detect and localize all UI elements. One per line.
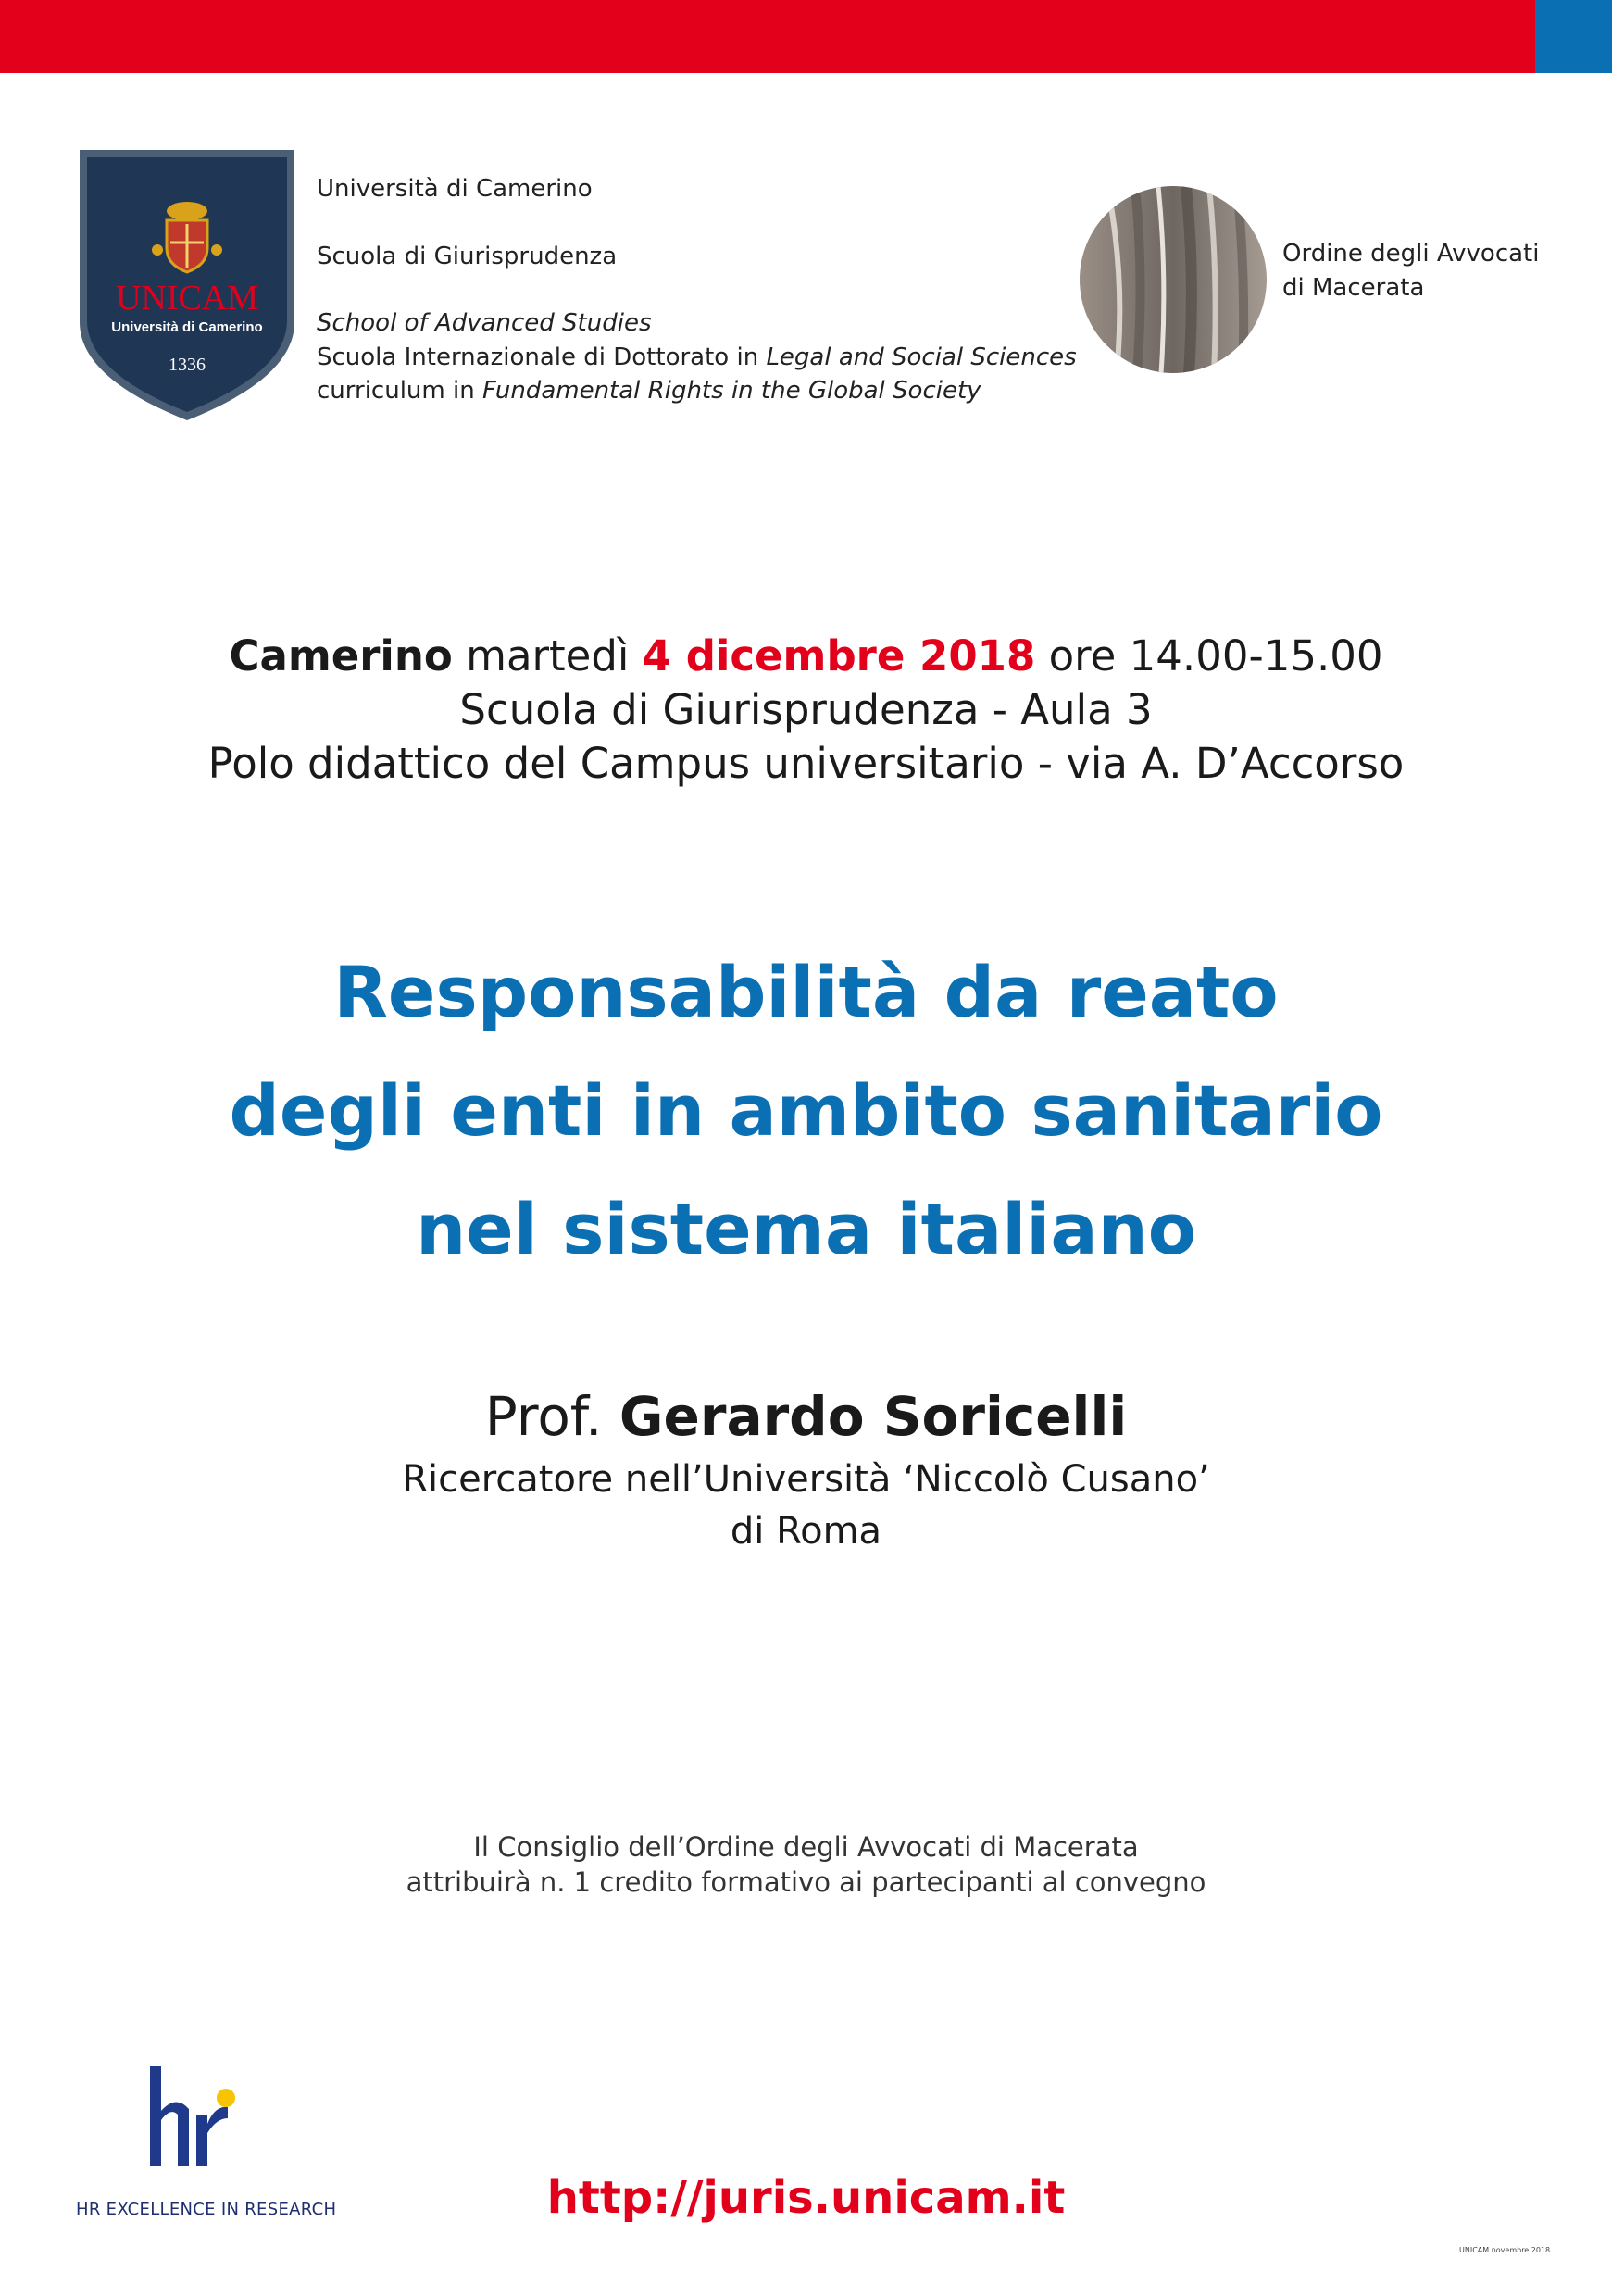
top-blue-block: [1535, 0, 1612, 73]
logo-wordmark: UNICAM: [115, 279, 259, 318]
hr-excellence-logo-icon: [148, 2066, 241, 2168]
footer-note: UNICAM novembre 2018: [1459, 2246, 1551, 2254]
hr-excellence-label: HR EXCELLENCE IN RESEARCH: [76, 2200, 337, 2219]
credit-line1: Il Consiglio dell’Ordine degli Avvocati di Macerata: [473, 1831, 1139, 1863]
bar-label-line2: di Macerata: [1282, 273, 1425, 302]
top-red-bar: [0, 0, 1535, 73]
event-weekday: martedì: [466, 631, 630, 680]
event-city: Camerino: [229, 631, 453, 680]
title-line1: Responsabilità da reato: [333, 951, 1279, 1033]
institution-advanced-studies: School of Advanced Studies: [317, 309, 652, 337]
speaker-name-line: [0, 1379, 1612, 1454]
event-datetime: [0, 630, 1612, 683]
credit-notice: [0, 1829, 1612, 1900]
event-time: ore 14.00-15.00: [1048, 631, 1383, 680]
bar-association-label: [1282, 237, 1539, 305]
logo-subtitle: Università di Camerino: [111, 319, 263, 335]
institution-block: [317, 172, 1077, 408]
event-date: 4 dicembre 2018: [642, 631, 1036, 680]
talk-title: [0, 933, 1612, 1289]
speaker-role-line2: di Roma: [730, 1510, 882, 1553]
institution-curriculum: curriculum in Fundamental Rights in the Global Society: [317, 377, 981, 405]
bar-association-photo: [1080, 186, 1267, 373]
speaker-name: Gerardo Soricelli: [619, 1385, 1128, 1448]
credit-line2: attribuirà n. 1 credito formativo ai partecipanti al convegno: [406, 1866, 1206, 1898]
institution-school: Scuola di Giurisprudenza: [317, 242, 618, 270]
website-link[interactable]: http://juris.unicam.it: [546, 2172, 1066, 2224]
logo-year: 1336: [169, 355, 206, 375]
speaker-role-line1: Ricercatore nell’Università ‘Niccolò Cusano’: [402, 1458, 1210, 1501]
unicam-shield-logo: [76, 146, 298, 424]
institution-doctorate: Scuola Internazionale di Dottorato in Legal and Social Sciences: [317, 343, 1077, 371]
speaker-prefix: Prof.: [484, 1385, 603, 1448]
title-line3: nel sistema italiano: [416, 1188, 1196, 1270]
title-line2: degli enti in ambito sanitario: [229, 1069, 1383, 1152]
event-venue: Scuola di Giurisprudenza - Aula 3: [459, 685, 1153, 734]
event-address: Polo didattico del Campus universitario - via A. D’Accorso: [207, 739, 1405, 788]
event-info: [0, 630, 1612, 791]
institution-university: Università di Camerino: [317, 175, 593, 203]
speaker-block: [0, 1379, 1612, 1557]
bar-label-line1: Ordine degli Avvocati: [1282, 240, 1540, 268]
